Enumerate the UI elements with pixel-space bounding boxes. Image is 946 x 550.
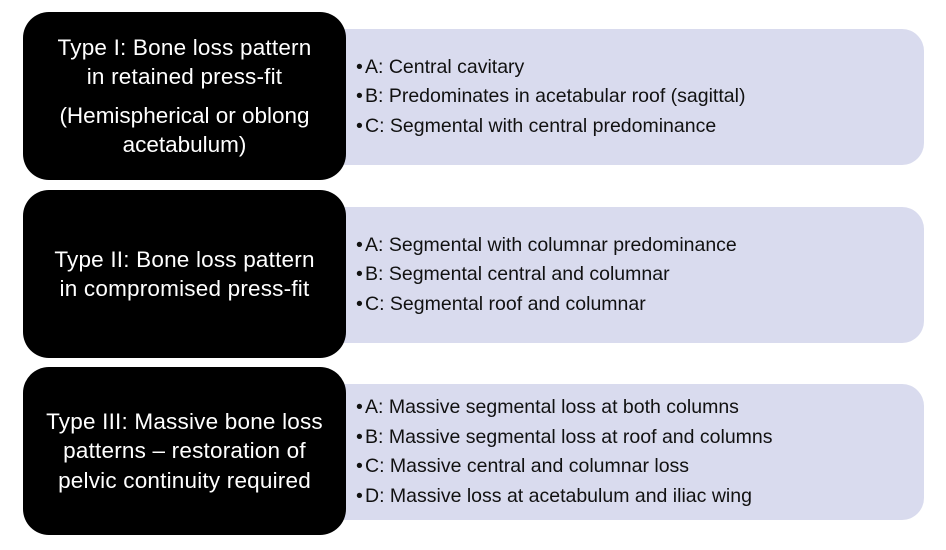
bullet-icon: • xyxy=(356,263,363,286)
bullet-icon: • xyxy=(356,55,363,78)
list-item xyxy=(356,112,924,142)
type-1-note-line: acetabulum) xyxy=(122,132,247,157)
list-item xyxy=(356,452,924,482)
list-item xyxy=(356,482,924,512)
type-1-box xyxy=(23,12,346,180)
type-3-title xyxy=(46,407,323,496)
subtype-label: B: Massive segmental loss at roof and columns xyxy=(365,425,773,448)
subtype-label: C: Segmental roof and columnar xyxy=(365,292,646,315)
type-2-subtype-panel xyxy=(310,207,924,343)
type-1-title xyxy=(58,33,312,92)
bullet-icon: • xyxy=(356,396,363,418)
subtype-label: A: Segmental with columnar predominance xyxy=(365,233,737,256)
type-1-title-line: in retained press-fit xyxy=(86,64,283,89)
bullet-icon: • xyxy=(356,292,363,315)
type-3-box xyxy=(23,367,346,535)
subtype-label: B: Predominates in acetabular roof (sagittal) xyxy=(365,85,746,108)
bullet-icon: • xyxy=(356,455,363,477)
bullet-icon: • xyxy=(356,484,363,507)
type-2-box xyxy=(23,190,346,358)
type-3-subtype-panel xyxy=(310,384,924,520)
type-2-subtype-list xyxy=(356,231,924,320)
type-1-note xyxy=(59,101,309,160)
type-3-subtype-list xyxy=(356,393,924,511)
type-2-title-line: Type II: Bone loss pattern xyxy=(54,246,315,272)
bullet-icon: • xyxy=(356,85,363,108)
list-item xyxy=(356,82,924,112)
type-1-note-line: (Hemispherical or oblong xyxy=(59,102,310,128)
type-1-subtype-list xyxy=(356,53,924,142)
list-item xyxy=(356,231,924,261)
type-1-subtype-panel xyxy=(310,29,924,165)
type-1-title-line: Type I: Bone loss pattern xyxy=(57,34,312,60)
subtype-label: C: Segmental with central predominance xyxy=(365,114,717,137)
list-item xyxy=(356,290,924,320)
list-item xyxy=(356,53,924,83)
subtype-label: C: Massive central and columnar loss xyxy=(365,455,690,477)
type-3-title-line: pelvic continuity required xyxy=(58,467,311,493)
bullet-icon: • xyxy=(356,114,363,137)
bullet-icon: • xyxy=(356,425,363,448)
subtype-label: D: Massive loss at acetabulum and iliac wing xyxy=(365,484,752,507)
type-3-title-line: Type III: Massive bone loss xyxy=(46,408,323,434)
type-3-title-line: patterns – restoration of xyxy=(63,438,306,464)
subtype-label: A: Central cavitary xyxy=(365,55,525,78)
subtype-label: B: Segmental central and columnar xyxy=(365,263,670,286)
bullet-icon: • xyxy=(356,233,363,256)
type-2-title xyxy=(54,245,314,304)
list-item xyxy=(356,260,924,290)
subtype-label: A: Massive segmental loss at both columns xyxy=(365,396,739,418)
list-item xyxy=(356,393,924,423)
list-item xyxy=(356,423,924,453)
type-2-title-line: in compromised press-fit xyxy=(59,276,310,301)
